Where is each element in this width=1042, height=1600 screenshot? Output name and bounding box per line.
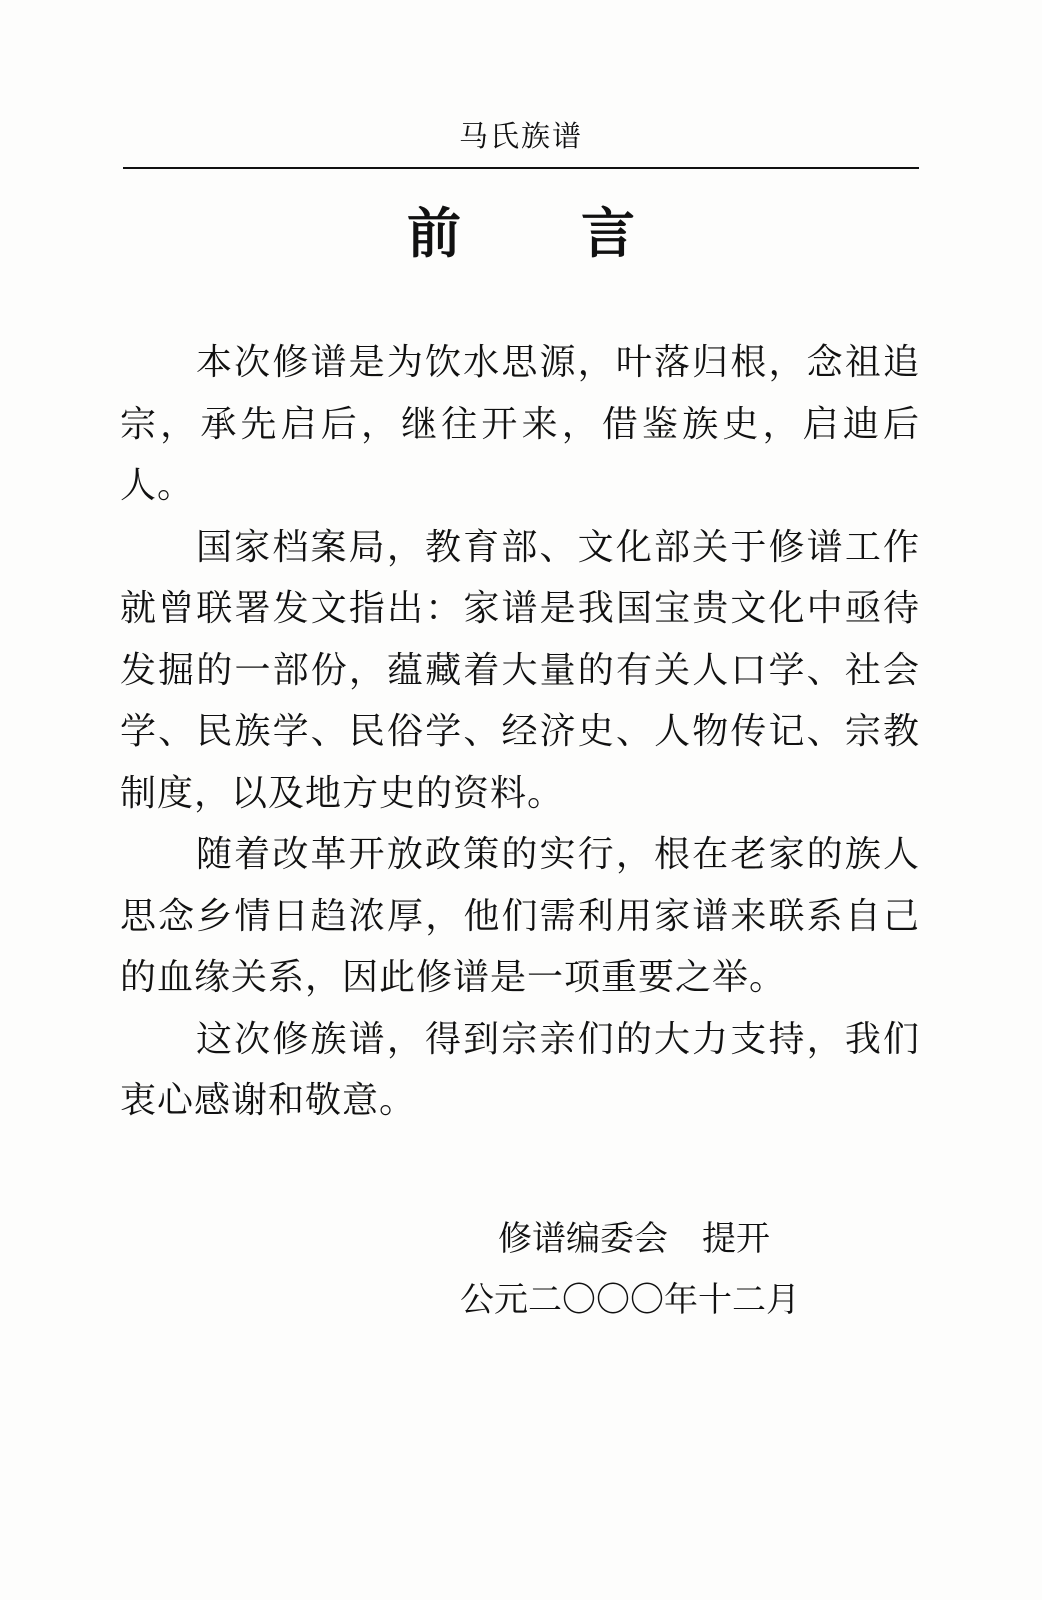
preface-body	[120, 332, 920, 1132]
signature-date: 公元二〇〇〇年十二月	[460, 1280, 800, 1320]
paragraph-3: 随着改革开放政策的实行，根在老家的族人思念乡情日趋浓厚，他们需利用家谱来联系自己的血缘关系，因此修谱是一项重要之举。	[120, 834, 920, 998]
header-rule	[123, 167, 919, 169]
title-char-1: 前	[407, 201, 461, 265]
running-header: 马氏族谱	[458, 119, 583, 153]
paragraph-4: 这次修族谱，得到宗亲们的大力支持，我们衷心感谢和敬意。	[120, 1018, 920, 1121]
paragraph-1: 本次修谱是为饮水思源，叶落归根，念祖追宗，承先启后，继往开来，借鉴族史，启迪后人。	[120, 342, 920, 506]
signature-committee: 修谱编委会 提开	[498, 1219, 770, 1259]
title-char-2: 言	[581, 201, 635, 265]
page-title	[0, 198, 1042, 268]
paragraph-2: 国家档案局，教育部、文化部关于修谱工作就曾联署发文指出：家谱是我国宝贵文化中亟待发掘的一部份，蕴藏着大量的有关人口学、社会学、民族学、民俗学、经济史、人物传记、宗教制度，以及地方史的资料。	[120, 526, 920, 814]
